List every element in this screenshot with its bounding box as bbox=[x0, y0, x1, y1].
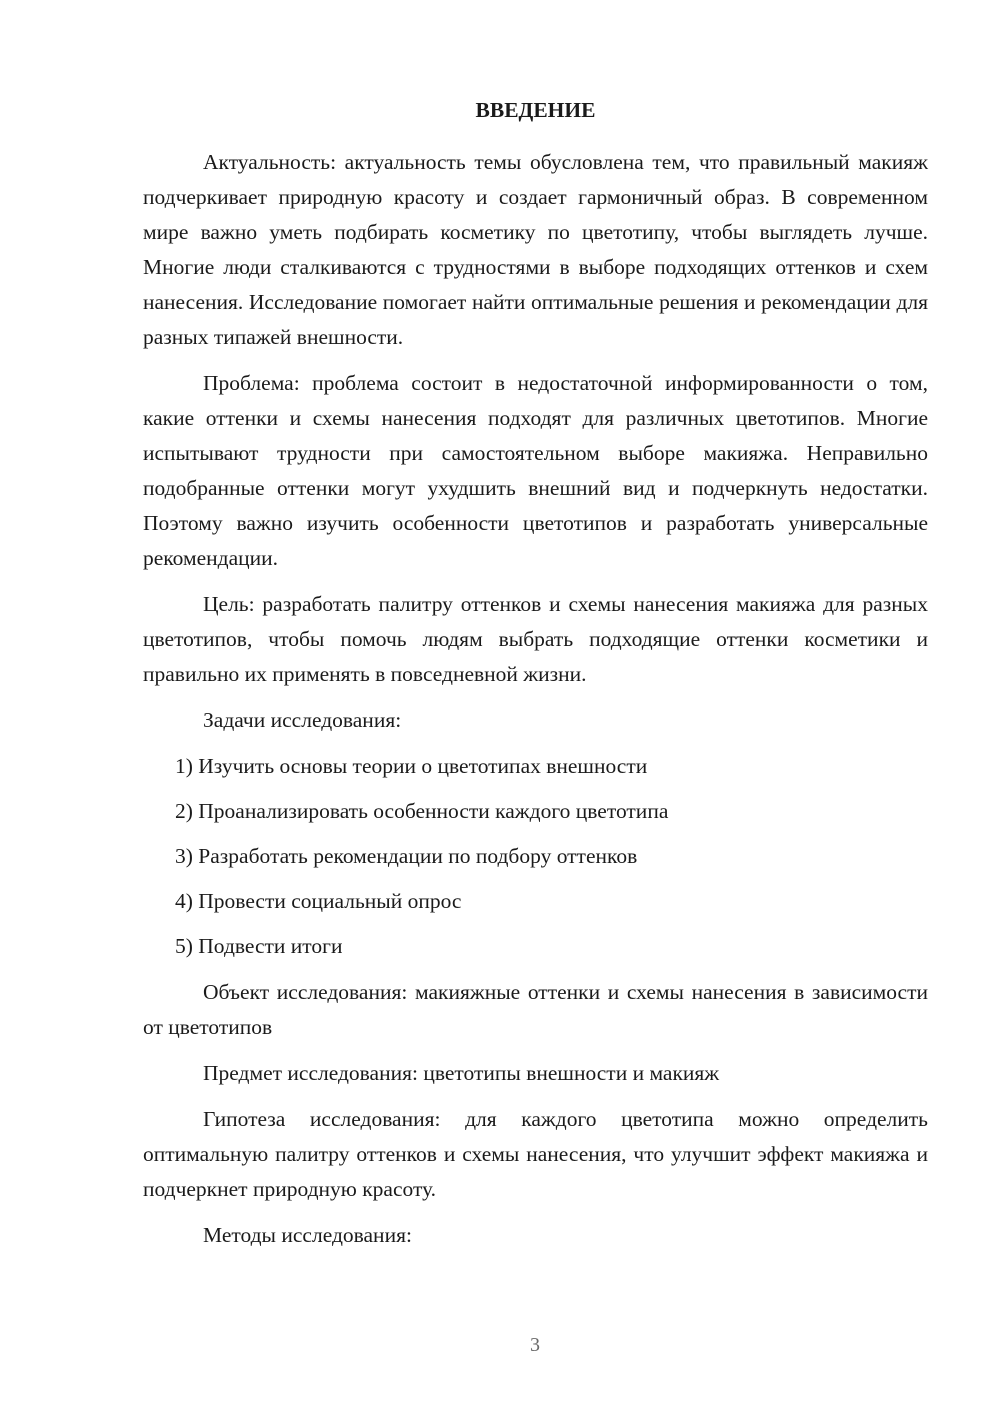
subject-paragraph: Предмет исследования: цветотипы внешности и макияж bbox=[203, 1061, 720, 1085]
hypothesis-paragraph: Гипотеза исследования: для каждого цветотипа можно определить оптимальную палитру оттенков и схемы нанесения, что улучшит эффект макияжа и подчеркнет природную красоту. bbox=[143, 1107, 928, 1201]
list-item: 4) Провести социальный опрос bbox=[175, 889, 462, 913]
list-item: 1) Изучить основы теории о цветотипах внешности bbox=[175, 754, 648, 778]
document-body bbox=[143, 95, 928, 1264]
object-paragraph: Объект исследования: макияжные оттенки и схемы нанесения в зависимости от цветотипов bbox=[143, 980, 928, 1039]
tasks-heading: Задачи исследования: bbox=[203, 708, 402, 732]
list-item: 3) Разработать рекомендации по подбору оттенков bbox=[175, 844, 638, 868]
tasks-list bbox=[143, 749, 928, 964]
page-number: 3 bbox=[530, 1334, 540, 1356]
goal-paragraph: Цель: разработать палитру оттенков и схемы нанесения макияжа для разных цветотипов, чтобы помочь людям выбрать подходящие оттенки косметики и правильно их применять в повседневной жизни. bbox=[143, 592, 928, 686]
methods-heading: Методы исследования: bbox=[203, 1223, 412, 1247]
relevance-paragraph: Актуальность: актуальность темы обусловлена тем, что правильный макияж подчеркивает природную красоту и создает гармоничный образ. В современном мире важно уметь подбирать косметику по цветотипу, чтобы выглядеть лучше. Многие люди сталкиваются с трудностями в выборе подходящих оттенков и схем нанесения. Исследование помогает найти оптимальные решения и рекомендации для разных типажей внешности. bbox=[143, 150, 928, 349]
list-item: 2) Проанализировать особенности каждого цветотипа bbox=[175, 799, 669, 823]
list-item: 5) Подвести итоги bbox=[175, 934, 343, 958]
problem-paragraph: Проблема: проблема состоит в недостаточной информированности о том, какие оттенки и схемы нанесения подходят для различных цветотипов. Многие испытывают трудности при самостоятельном выборе макияжа. Неправильно подобранные оттенки могут ухудшить внешний вид и подчеркнуть недостатки. Поэтому важно изучить особенности цветотипов и разработать универсальные рекомендации. bbox=[143, 371, 928, 570]
page-title: ВВЕДЕНИЕ bbox=[475, 98, 596, 122]
